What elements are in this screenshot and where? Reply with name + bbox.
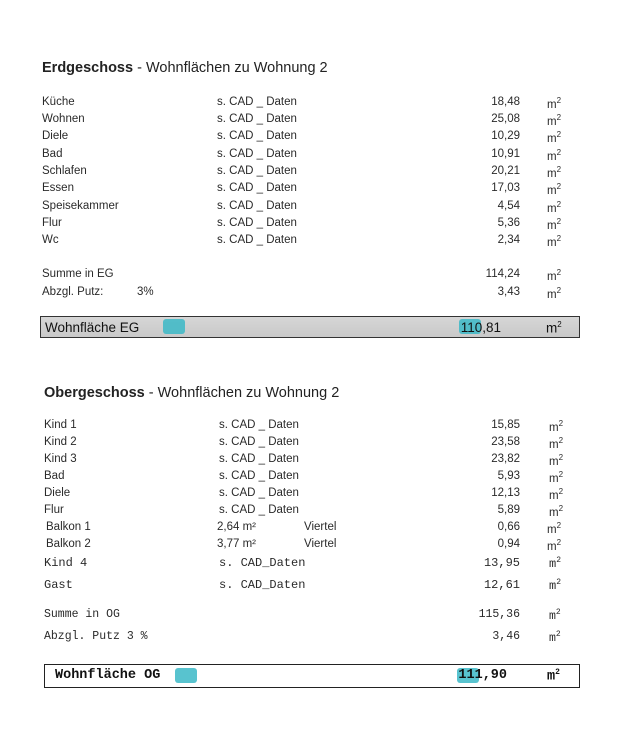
room-source: 2,64 m² [217,521,256,533]
eg-heading [42,60,328,76]
unit-exp: 2 [556,556,562,565]
unit-m: m [547,288,557,301]
unit-m: m [547,219,557,232]
table-row [44,487,574,504]
room-source: s. CAD_Daten [219,556,306,570]
room-source: s. CAD _ Daten [217,200,297,212]
room-source: s. CAD _ Daten [219,487,299,499]
unit-m: m [549,609,556,623]
room-unit [547,234,561,249]
room-unit [549,436,563,451]
room-value: 0,66 [497,521,520,533]
room-note: Viertel [304,521,337,533]
table-row [42,148,572,165]
putz-row [44,630,574,647]
unit-exp: 2 [556,130,562,139]
unit-m: m [547,132,557,145]
table-row [42,182,572,199]
room-source: s. CAD _ Daten [217,130,297,142]
table-row [42,200,572,217]
unit-m: m [547,167,557,180]
room-note: Viertel [304,538,337,550]
eg-heading-rest: - Wohnflächen zu Wohnung 2 [133,60,328,76]
room-value: 15,85 [491,419,520,431]
room-label: Wohnen [42,113,85,125]
putz-label: Abzgl. Putz: [42,286,104,298]
room-value: 23,82 [491,453,520,465]
room-unit [549,419,563,434]
unit-exp: 2 [558,470,564,479]
unit-m: m [547,669,556,685]
eg-heading-bold: Erdgeschoss [42,60,134,76]
unit-exp: 2 [558,436,564,445]
table-row [42,234,572,251]
room-value: 0,94 [497,538,520,550]
room-unit [549,470,563,485]
room-value: 5,36 [497,217,520,229]
putz-value: 3,46 [492,630,520,643]
sum-unit [547,268,561,283]
unit-exp: 2 [556,578,562,587]
putz-row [42,286,572,303]
unit-m: m [547,270,557,283]
room-unit [547,200,561,215]
unit-exp: 2 [558,487,564,496]
unit-exp: 2 [556,217,562,226]
room-value: 25,08 [491,113,520,125]
room-label: Kind 1 [44,419,77,431]
room-label: Wc [42,234,59,246]
unit-m: m [547,202,557,215]
room-value: 5,89 [497,504,520,516]
unit-m: m [547,115,557,128]
unit-m: m [547,523,557,536]
table-row [46,521,576,538]
putz-value: 3,43 [497,286,520,298]
room-unit [547,148,561,163]
room-value: 23,58 [491,436,520,448]
unit-exp: 2 [556,286,562,295]
table-row [42,96,572,113]
table-row [44,419,574,436]
og-heading [44,385,339,401]
unit-exp: 2 [556,521,562,530]
table-row [44,504,574,521]
room-label: Küche [42,96,75,108]
unit-m: m [549,557,557,571]
sum-label: Summe in OG [44,608,120,621]
room-value: 12,61 [483,578,520,592]
room-unit [547,217,561,232]
room-label: Kind 3 [44,453,77,465]
table-row [44,453,574,470]
unit-m: m [549,472,559,485]
unit-exp: 2 [558,419,564,428]
unit-exp: 2 [556,268,562,277]
room-unit [547,521,561,536]
table-row [46,538,576,555]
room-source: 3,77 m² [217,538,256,550]
table-row [44,470,574,487]
room-label: Kind 2 [44,436,77,448]
unit-exp: 2 [556,96,562,105]
sum-value: 114,24 [485,268,520,280]
room-unit [547,165,561,180]
unit-m: m [549,579,557,593]
room-unit [547,130,561,145]
room-label: Bad [44,470,65,482]
room-label: Essen [42,182,74,194]
room-value: 18,48 [491,96,520,108]
og-total-unit [547,668,560,685]
room-source: s. CAD _ Daten [217,217,297,229]
room-source: s. CAD _ Daten [217,96,297,108]
og-heading-rest: - Wohnflächen zu Wohnung 2 [144,385,340,401]
og-total-value: 111,90 [458,668,507,683]
room-unit [549,453,563,468]
unit-exp: 2 [556,182,562,191]
unit-m: m [547,540,557,553]
room-value: 13,95 [483,556,520,570]
room-label: Diele [44,487,71,499]
room-label: Balkon 1 [46,521,91,533]
room-source: s. CAD _ Daten [219,436,299,448]
room-label: Gast [44,578,73,592]
eg-total-box [40,316,580,338]
room-unit [547,96,561,111]
unit-m: m [549,489,559,502]
putz-percent: 3% [137,286,154,298]
room-label: Flur [44,504,64,516]
room-label: Bad [42,148,63,160]
og-total-label: Wohnfläche OG [55,668,161,683]
unit-m: m [549,455,559,468]
sum-label: Summe in EG [42,268,114,280]
table-row [42,130,572,147]
sum-row [42,268,572,285]
putz-label: Abzgl. Putz 3 % [44,630,148,643]
room-value: 12,13 [491,487,520,499]
unit-exp: 2 [555,630,561,639]
unit-exp: 2 [558,504,564,513]
room-source: s. CAD _ Daten [219,419,299,431]
room-source: s. CAD_Daten [219,578,306,592]
room-label: Diele [42,130,69,142]
table-row [44,578,574,595]
unit-exp: 2 [556,538,562,547]
unit-m: m [547,184,557,197]
room-source: s. CAD _ Daten [217,234,297,246]
table-row [42,217,572,234]
unit-m: m [547,98,557,111]
unit-exp: 2 [556,200,562,209]
room-source: s. CAD _ Daten [219,470,299,482]
room-value: 20,21 [491,165,520,177]
room-label: Kind 4 [44,556,88,570]
table-row [42,113,572,130]
unit-exp: 2 [556,113,562,122]
unit-m: m [549,421,559,434]
room-unit [549,504,563,519]
table-row [42,165,572,182]
room-label: Speisekammer [42,200,119,212]
table-row [44,436,574,453]
room-source: s. CAD _ Daten [217,113,297,125]
eg-total-value: 110,81 [460,320,501,335]
room-source: s. CAD _ Daten [217,148,297,160]
putz-unit [547,286,561,301]
room-source: s. CAD _ Daten [217,165,297,177]
eg-total-label: Wohnfläche EG [45,320,140,335]
unit-m: m [549,438,559,451]
unit-exp: 2 [556,148,562,157]
unit-m: m [547,150,557,163]
unit-exp: 2 [555,668,560,677]
room-unit [547,182,561,197]
unit-m: m [546,320,558,336]
room-unit [547,113,561,128]
eg-total-unit [546,320,562,336]
room-value: 10,29 [491,130,520,142]
sum-unit [549,608,561,623]
og-heading-bold: Obergeschoss [44,385,145,401]
og-total-box [44,664,580,688]
highlighter-mark [163,319,185,334]
unit-exp: 2 [555,608,561,617]
room-label: Balkon 2 [46,538,91,550]
room-value: 5,93 [497,470,520,482]
sum-row [44,608,574,625]
table-row [44,556,574,573]
unit-m: m [549,631,556,645]
unit-m: m [549,506,559,519]
room-unit [547,538,561,553]
unit-m: m [547,236,557,249]
room-unit [549,487,563,502]
unit-exp: 2 [558,453,564,462]
room-source: s. CAD _ Daten [217,182,297,194]
room-label: Flur [42,217,62,229]
room-label: Schlafen [42,165,87,177]
room-source: s. CAD _ Daten [219,504,299,516]
putz-unit [549,630,561,645]
room-value: 10,91 [491,148,520,160]
room-value: 17,03 [491,182,520,194]
room-source: s. CAD _ Daten [219,453,299,465]
room-value: 4,54 [497,200,520,212]
unit-exp: 2 [557,320,562,329]
unit-exp: 2 [556,165,562,174]
sum-value: 115,36 [478,608,520,621]
room-value: 2,34 [497,234,520,246]
room-unit [549,556,561,571]
unit-exp: 2 [556,234,562,243]
room-unit [549,578,561,593]
highlighter-mark [175,668,197,683]
